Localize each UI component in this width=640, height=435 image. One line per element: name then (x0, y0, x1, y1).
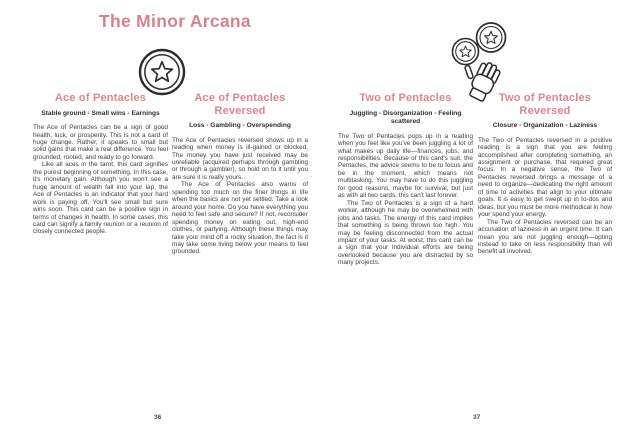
section-ace-of-pentacles-reversed (172, 92, 308, 256)
body-paragraph: The Ace of Pentacles reversed shows up in a reading when money is ill-gained or blocked. The money you have just received may be unreliable (acquired perhaps through gambling or through a gambler), so hold on to it until you are sure it is really yours. (172, 136, 308, 181)
body-paragraph: The Two of Pentacles pops up in a reading when you feel like you've been juggling a lot of what makes up daily life—finances, jobs, and responsibilities. Because of this card's suit, the Pentacles, the advice seems to be to focus and be in the moment, which means not multitasking. You may have to do this juggling for good reasons, maybe for survival, but just as with all two cards, this can't last forever. (338, 132, 473, 200)
section-heading: Ace of Pentacles Reversed (194, 92, 286, 117)
page-number-left: 36 (154, 414, 162, 421)
section-heading: Two of Pentacles Reversed (498, 92, 592, 117)
body-paragraph: The Ace of Pentacles can be a sign of good health, luck, or prosperity. This is not a card of huge change. Rather, it speaks to small but solid gains that make a real difference. You feel grounded, rooted, and ready to go forward. (33, 124, 168, 161)
page-number-right: 37 (473, 414, 481, 421)
body-paragraph: The Two of Pentacles reversed in a positive reading is a sign that you are feeling accomplished after completing something, an assignment or purchase, that required great focus. In a negative sense, the Two of Pentacles reversed brings a message of a need to organize—dedicating the right amount of time to activities that align to your ultimate goals. It is easy to get swept up in to-dos and ideas, but you must be more methodical in how your spend your energy. (478, 136, 612, 219)
body-paragraph: The Two of Pentacles reversed can be an accusation of laziness in an urgent time. It can mean you are not juggling enough—opting instead to take on less responsibility than will benefit all involved. (478, 218, 612, 256)
pentacle-coin-icon (477, 23, 506, 52)
section-keywords: Stable ground - Small wins - Earnings (41, 109, 160, 117)
page-title: The Minor Arcana (99, 11, 251, 31)
section-heading: Two of Pentacles (359, 92, 452, 104)
section-ace-of-pentacles (33, 92, 168, 236)
section-two-of-pentacles (338, 92, 473, 267)
section-keywords: Loss - Gambling - Overspending (189, 122, 291, 130)
section-heading: Ace of Pentacles (54, 92, 147, 104)
body-paragraph: Like all aces in the tarot, this card signifies the purest beginning of something. In this case, it's monetary gain. Although you won't see a huge amount of wealth fall into your lap, the Ace of Pentacles is an indicator that your hard work is paying off. You'll see small but sure wins soon. This card can be a positive sign in terms of changes in health. In some cases, this card can signify a family reunion or a reunion of closely connected people. (33, 161, 168, 236)
section-keywords: Juggling - Disorganization - Feeling scattered (349, 109, 462, 126)
body-paragraph: The Two of Pentacles is a sign of a hard worker, although he may be overwhelmed with jobs and tasks. The energy of this card implies that something is being thrown too high. You may be feeling disconnected from the actual impact of your tasks. At worst, this card can be a sign that your individual efforts are being overlooked because you are distracted by so many projects. (338, 199, 473, 267)
pentacle-coin-icon (453, 39, 479, 65)
section-keywords: Closure - Organization - Laziness (492, 122, 598, 130)
section-two-of-pentacles-reversed (478, 92, 612, 256)
body-paragraph: The Ace of Pentacles also warns of spending too much on the finer things in life when the basics are not yet settled. Take a look around your home. Do you have everything you need to feel safe and secure? If not, reconsider spending money on eating out, high-end clothes, or partying. Although these things may take your mind off a rocky situation, the fact is it may take some living below your means to feel grounded. (172, 181, 308, 256)
pentacle-coin-icon (137, 47, 187, 97)
